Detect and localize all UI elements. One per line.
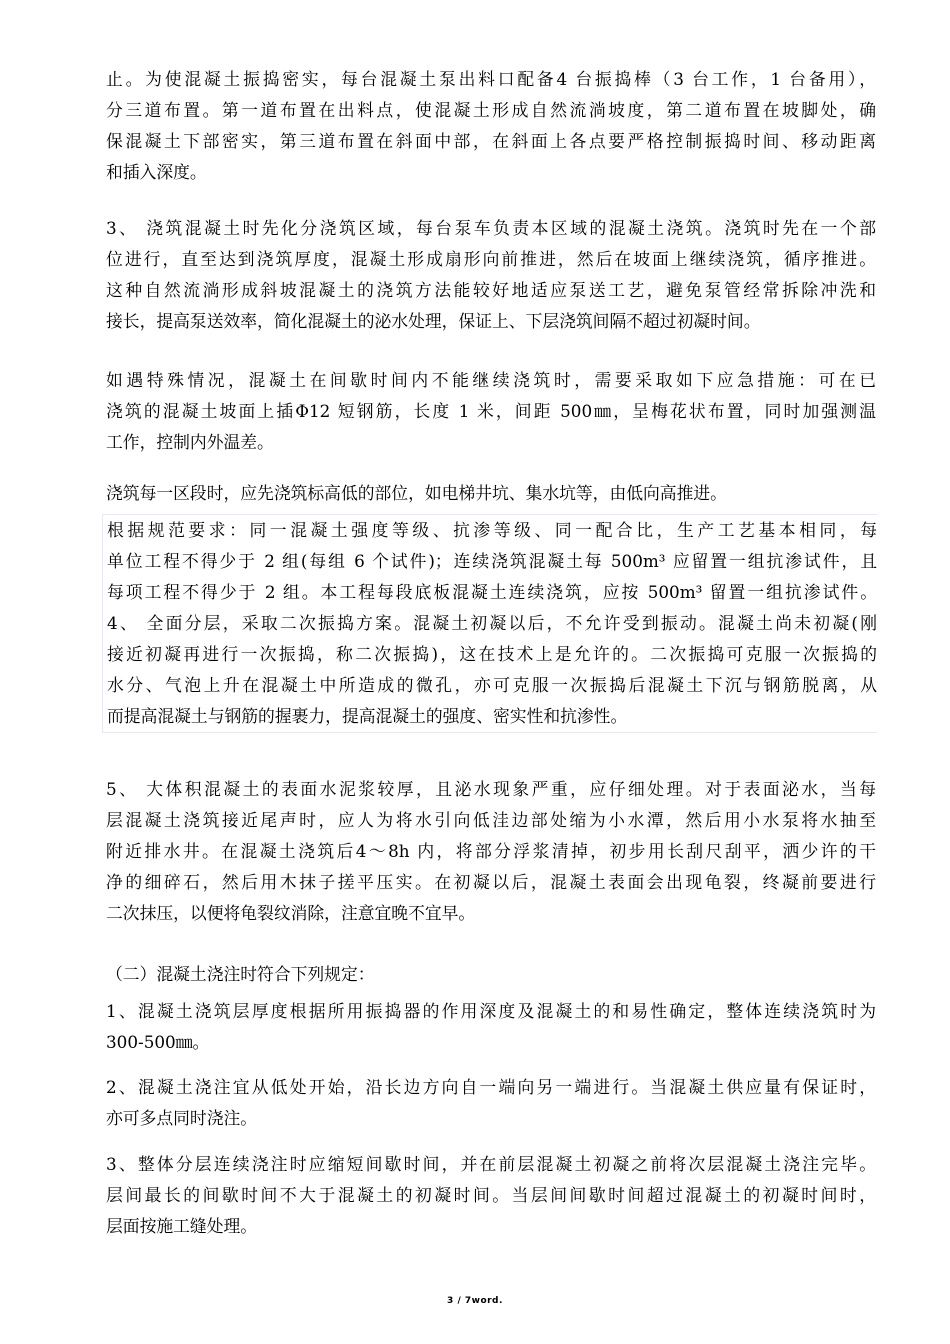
text-line: 接近初凝再进行一次振捣，称二次振捣)，这在技术上是允许的。二次振捣可克服一次振捣的	[107, 644, 877, 664]
text-line: 亦可多点同时浇注。	[106, 1108, 258, 1128]
text-line: 层间最长的间歇时间不大于混凝土的初凝时间。当层间间歇时间超过混凝土的初凝时间时，	[106, 1185, 876, 1205]
paragraph-item-3-pouring-zones	[106, 213, 876, 337]
text-line: 根据规范要求：同一混凝土强度等级、抗渗等级、同一配合比，生产工艺基本相同，每	[107, 520, 877, 540]
paragraph-rule-1	[106, 996, 876, 1058]
text-line: 和插入深度。	[106, 162, 207, 182]
section-heading-pouring-rules	[106, 959, 876, 990]
text-line: 分三道布置。第一道布置在出料点，使混凝土形成自然流淌坡度，第二道布置在坡脚处，确	[106, 100, 876, 120]
text-line: 净的细碎石，然后用木抹子搓平压实。在初凝以后，混凝土表面会出现龟裂，终凝前要进行	[106, 872, 876, 892]
text-line: 2、混凝土浇注宜从低处开始，沿长边方向自一端向另一端进行。当混凝土供应量有保证时，	[106, 1077, 876, 1097]
paragraph-emergency-measures	[106, 365, 876, 458]
text-line: 保混凝土下部密实，第三道布置在斜面中部，在斜面上各点要严格控制振捣时间、移动距离	[106, 131, 876, 151]
page-footer: 3 / 7word.	[447, 1296, 503, 1306]
text-line: 每项工程不得少于 2 组。本工程每段底板混凝土连续浇筑，应按 500m³ 留置一组抗渗试件。	[107, 582, 877, 602]
text-line: 位进行，直至达到浇筑厚度，混凝土形成扇形向前推进，然后在坡面上继续浇筑，循序推进。	[106, 249, 876, 269]
text-line: 工作，控制内外温差。	[106, 432, 274, 452]
text-line: 单位工程不得少于 2 组(每组 6 个试件)；连续浇筑混凝土每 500m³ 应留置一组抗渗试件，且	[107, 551, 877, 571]
text-line: 300-500㎜。	[106, 1032, 210, 1052]
text-line: 4、 全面分层，采取二次振捣方案。混凝土初凝以后，不允许受到振动。混凝土尚未初凝(刚	[107, 613, 877, 633]
text-line: 如遇特殊情况，混凝土在间歇时间内不能继续浇筑时，需要采取如下应急措施：可在已	[106, 370, 876, 390]
paragraph-rule-3	[106, 1149, 876, 1242]
text-line: 层面按施工缝处理。	[106, 1216, 258, 1236]
text-line: （二）混凝土浇注时符合下列规定：	[106, 964, 375, 984]
paragraph-specimen-and-revibration	[102, 514, 877, 733]
paragraph-vibration-arrangement	[106, 64, 876, 188]
text-line: 这种自然流淌形成斜坡混凝土的浇筑方法能较好地适应泵送工艺，避免泵管经常拆除冲洗和	[106, 280, 876, 300]
text-line: 接长，提高泵送效率，简化混凝土的泌水处理，保证上、下层浇筑间隔不超过初凝时间。	[106, 311, 761, 331]
text-line: 二次抹压，以便将龟裂纹消除，注意宜晚不宜早。	[106, 903, 476, 923]
text-line: 层混凝土浇筑接近尾声时，应人为将水引向低洼边部处缩为小水潭，然后用小水泵将水抽至	[106, 810, 876, 830]
text-line: 5、 大体积混凝土的表面水泥浆较厚，且泌水现象严重，应仔细处理。对于表面泌水，当每	[106, 779, 876, 799]
text-line: 浇筑的混凝土坡面上插Φ12 短钢筋，长度 1 米，间距 500㎜，呈梅花状布置，同时加强测温	[106, 401, 876, 421]
paragraph-item-5-surface-treatment	[106, 774, 876, 929]
text-line: 浇筑每一区段时，应先浇筑标高低的部位，如电梯井坑、集水坑等，由低向高推进。	[106, 483, 727, 503]
text-line: 1、混凝土浇筑层厚度根据所用振捣器的作用深度及混凝土的和易性确定，整体连续浇筑时为	[106, 1001, 876, 1021]
paragraph-rule-2	[106, 1072, 876, 1134]
paragraph-pour-sequence	[106, 478, 876, 509]
text-line: 3、整体分层连续浇注时应缩短间歇时间，并在前层混凝土初凝之前将次层混凝土浇注完毕。	[106, 1154, 876, 1174]
text-line: 水分、气泡上升在混凝土中所造成的微孔，亦可克服一次振捣后混凝土下沉与钢筋脱离，从	[107, 675, 877, 695]
text-line: 而提高混凝土与钢筋的握裹力，提高混凝土的强度、密实性和抗渗性。	[107, 706, 628, 726]
text-line: 3、 浇筑混凝土时先化分浇筑区域，每台泵车负责本区域的混凝土浇筑。浇筑时先在一个部	[106, 218, 876, 238]
text-line: 附近排水井。在混凝土浇筑后4～8h 内，将部分浮浆清掉，初步用长刮尺刮平，洒少许的干	[106, 841, 876, 861]
text-line: 止。为使混凝土振捣密实，每台混凝土泵出料口配备4 台振捣棒（3 台工作，1 台备用），	[106, 69, 876, 89]
